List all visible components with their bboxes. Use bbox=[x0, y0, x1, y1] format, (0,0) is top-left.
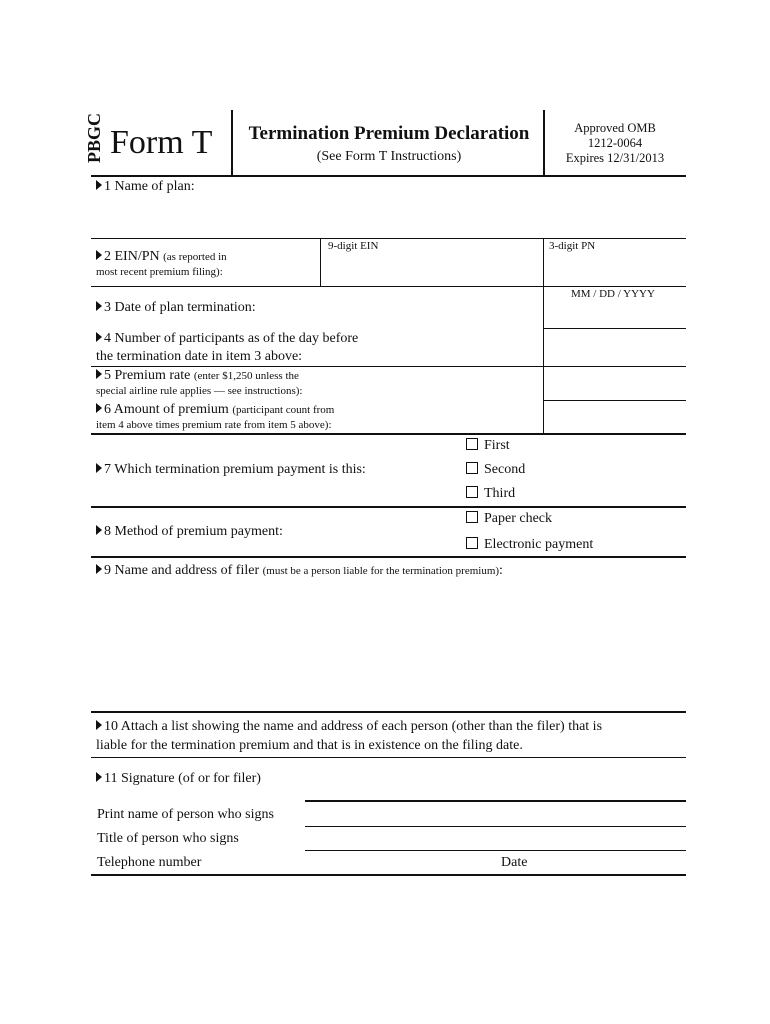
ein-label: 9-digit EIN bbox=[328, 240, 379, 252]
checkbox-first[interactable] bbox=[466, 438, 478, 450]
telephone-label: Telephone number bbox=[97, 855, 202, 870]
signature-date-field[interactable] bbox=[535, 851, 686, 873]
signer-title-field[interactable] bbox=[305, 827, 686, 849]
item5-label: 5 Premium rate (enter $1,250 unless the bbox=[96, 368, 299, 384]
item-marker-icon bbox=[96, 772, 102, 782]
agency-label bbox=[84, 112, 105, 163]
pn-label: 3-digit PN bbox=[549, 240, 596, 252]
omb-block bbox=[552, 121, 678, 166]
form-title: Termination Premium Declaration bbox=[248, 123, 530, 144]
signer-title-label: Title of person who signs bbox=[97, 831, 239, 846]
item9-bottom-rule bbox=[91, 711, 686, 713]
premium-rate-field[interactable] bbox=[544, 367, 686, 399]
pn-field[interactable] bbox=[544, 254, 686, 285]
item6-note: item 4 above times premium rate from item 5 above): bbox=[96, 419, 332, 431]
plan-name-field[interactable] bbox=[91, 198, 686, 238]
telephone-field[interactable] bbox=[305, 851, 495, 873]
item-marker-icon bbox=[96, 301, 102, 311]
item9-label: 9 Name and address of filer (must be a person liable for the termination premium): bbox=[96, 563, 503, 579]
date-label: Date bbox=[501, 855, 528, 870]
ein-field[interactable] bbox=[321, 254, 542, 285]
header-divider-right bbox=[543, 110, 545, 176]
item7-label: 7 Which termination premium payment is this: bbox=[96, 462, 366, 478]
form-subtitle: (See Form T Instructions) bbox=[316, 149, 462, 164]
item6-label: 6 Amount of premium (participant count from bbox=[96, 402, 334, 418]
item5-note: special airline rule applies — see instructions): bbox=[96, 385, 303, 397]
item1-label: 1 Name of plan: bbox=[96, 179, 195, 195]
checkbox-paper-check[interactable] bbox=[466, 511, 478, 523]
item-marker-icon bbox=[96, 180, 102, 190]
item2-label: 2 EIN/PN (as reported in bbox=[96, 249, 227, 265]
item11-label: 11 Signature (of or for filer) bbox=[96, 771, 261, 787]
item7-bottom-rule bbox=[91, 506, 686, 508]
item8-bottom-rule bbox=[91, 556, 686, 558]
date-format-hint: MM / DD / YYYY bbox=[571, 288, 655, 300]
item4-bottom-rule bbox=[91, 366, 544, 367]
item-marker-icon bbox=[96, 250, 102, 260]
termination-date-field[interactable] bbox=[544, 302, 686, 327]
omb-number: 1212-0064 bbox=[587, 136, 643, 150]
item-marker-icon bbox=[96, 369, 102, 379]
item1-bottom-rule bbox=[91, 238, 686, 239]
item3-label: 3 Date of plan termination: bbox=[96, 300, 256, 316]
signature-field[interactable] bbox=[305, 766, 686, 799]
item2-bottom-rule bbox=[91, 286, 686, 287]
item-marker-icon bbox=[96, 463, 102, 473]
premium-amount-field[interactable] bbox=[544, 401, 686, 433]
item10-bottom-rule bbox=[91, 757, 686, 758]
item-marker-icon bbox=[96, 720, 102, 730]
payment-option-third[interactable]: Third bbox=[466, 486, 515, 502]
print-name-field[interactable] bbox=[305, 802, 686, 825]
item-marker-icon bbox=[96, 332, 102, 342]
item6-bottom-rule bbox=[91, 433, 686, 435]
participant-count-field[interactable] bbox=[544, 329, 686, 365]
item8-label: 8 Method of premium payment: bbox=[96, 524, 283, 540]
agency-text: PBGC bbox=[84, 112, 104, 163]
checkbox-third[interactable] bbox=[466, 486, 478, 498]
omb-approved: Approved OMB bbox=[574, 121, 656, 135]
form-bottom-rule bbox=[91, 874, 686, 876]
checkbox-second[interactable] bbox=[466, 462, 478, 474]
item-marker-icon bbox=[96, 525, 102, 535]
method-option-paper-check[interactable]: Paper check bbox=[466, 511, 552, 527]
print-name-label: Print name of person who signs bbox=[97, 807, 274, 822]
item-marker-icon bbox=[96, 564, 102, 574]
payment-option-first[interactable]: First bbox=[466, 438, 510, 454]
item10-text: 10 Attach a list showing the name and address of each person (other than the filer) that is liable for the termination premium and that is in existence on the filing date. bbox=[96, 719, 603, 753]
item2-note: most recent premium filing): bbox=[96, 266, 223, 278]
form-name: Form T bbox=[110, 124, 213, 161]
checkbox-electronic[interactable] bbox=[466, 537, 478, 549]
omb-expiry: Expires 12/31/2013 bbox=[565, 151, 665, 165]
payment-option-second[interactable]: Second bbox=[466, 462, 525, 478]
item4-label: 4 Number of participants as of the day before the termination date in item 3 above: bbox=[96, 331, 359, 364]
filer-name-address-field[interactable] bbox=[91, 582, 686, 710]
item-marker-icon bbox=[96, 403, 102, 413]
header-bottom-rule bbox=[91, 175, 686, 177]
header-divider-left bbox=[231, 110, 233, 176]
method-option-electronic[interactable]: Electronic payment bbox=[466, 537, 593, 553]
